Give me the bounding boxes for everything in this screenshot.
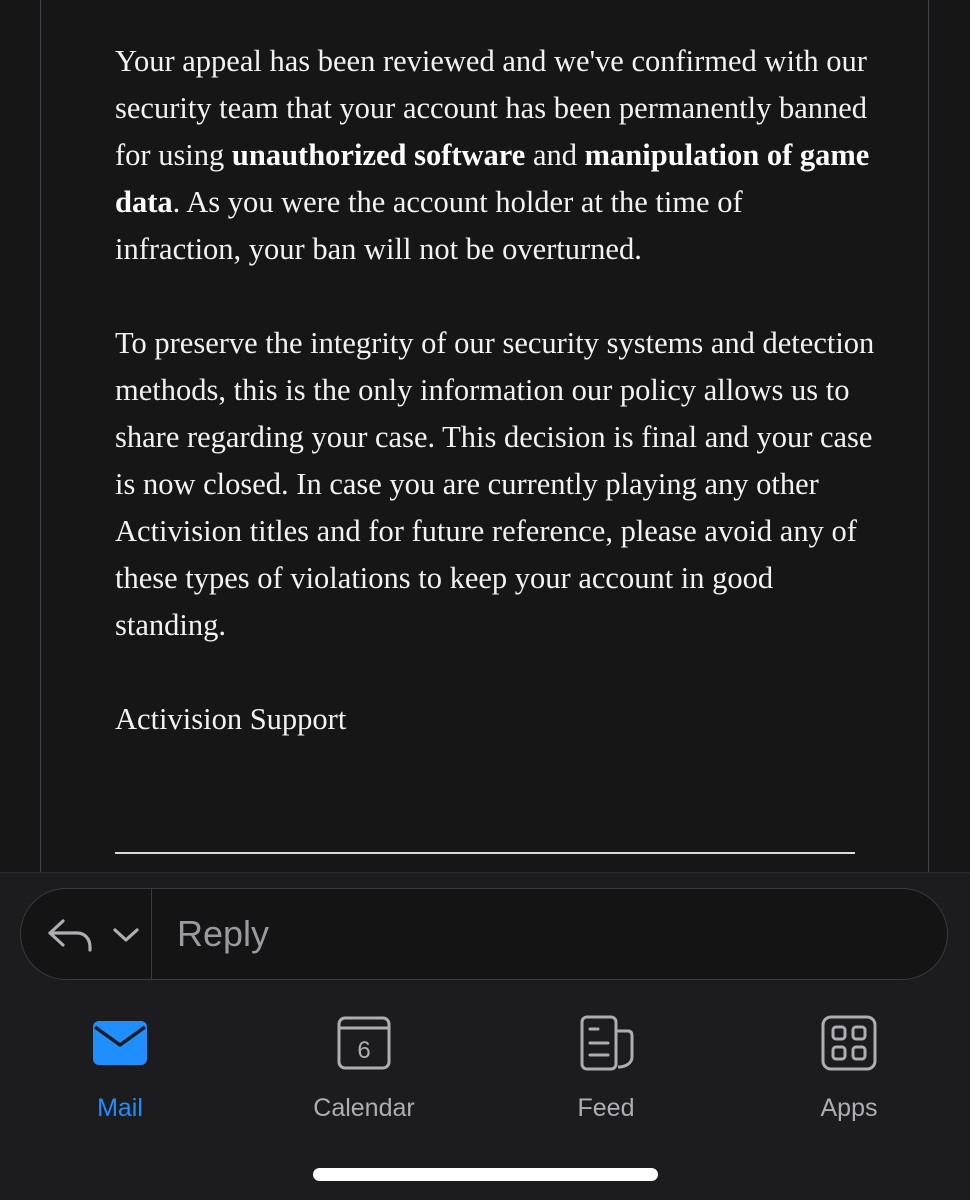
mail-envelope-icon — [90, 1013, 150, 1073]
paragraph-gap — [115, 649, 875, 696]
reply-actions — [21, 889, 152, 979]
bold-manipulation-of-game-data: manipulation of game data — [115, 138, 870, 219]
tab-apps-label: Apps — [820, 1094, 878, 1122]
signature-divider — [115, 852, 855, 854]
paragraph-1-text-c: . As you were the account holder at the time of infraction, your ban will not be overturned. — [115, 185, 743, 266]
tab-calendar[interactable] — [284, 1013, 444, 1123]
paragraph-1-text-b: and — [525, 138, 585, 172]
bottom-panel — [0, 872, 970, 1200]
paragraph-gap — [115, 273, 875, 320]
tab-feed[interactable] — [526, 1013, 686, 1123]
reply-bar[interactable] — [20, 888, 948, 980]
calendar-day-badge: 6 — [357, 1037, 371, 1064]
reply-field[interactable]: Reply — [177, 913, 270, 954]
calendar-icon — [334, 1013, 394, 1073]
email-signature: Activision Support — [115, 702, 347, 736]
paragraph-1-text-a: Your appeal has been reviewed and we've confirmed with our security team that your account has been permanently banned for using — [115, 44, 868, 172]
email-body — [115, 38, 875, 743]
reply-arrow-icon[interactable] — [45, 915, 95, 955]
tab-mail-label: Mail — [97, 1094, 143, 1122]
chevron-down-icon[interactable] — [111, 925, 141, 945]
apps-grid-icon — [819, 1013, 879, 1073]
message-frame-left-border — [40, 0, 41, 872]
tab-feed-label: Feed — [577, 1094, 635, 1122]
tab-calendar-label: Calendar — [313, 1094, 415, 1122]
email-paragraph-1 — [115, 38, 875, 273]
tab-mail[interactable] — [40, 1013, 200, 1123]
feed-icon — [576, 1013, 636, 1073]
message-frame-right-border — [928, 0, 929, 872]
tab-apps[interactable] — [769, 1013, 929, 1123]
email-paragraph-2: To preserve the integrity of our security systems and detection methods, this is the only information our policy allows us to share regarding your case. This decision is final and your case is now closed. In case you are currently playing any other Activision titles and for future reference, please avoid any of these types of violations to keep your account in good standing. — [115, 326, 875, 642]
bold-unauthorized-software: unauthorized software — [231, 138, 526, 172]
home-indicator[interactable] — [313, 1168, 658, 1181]
